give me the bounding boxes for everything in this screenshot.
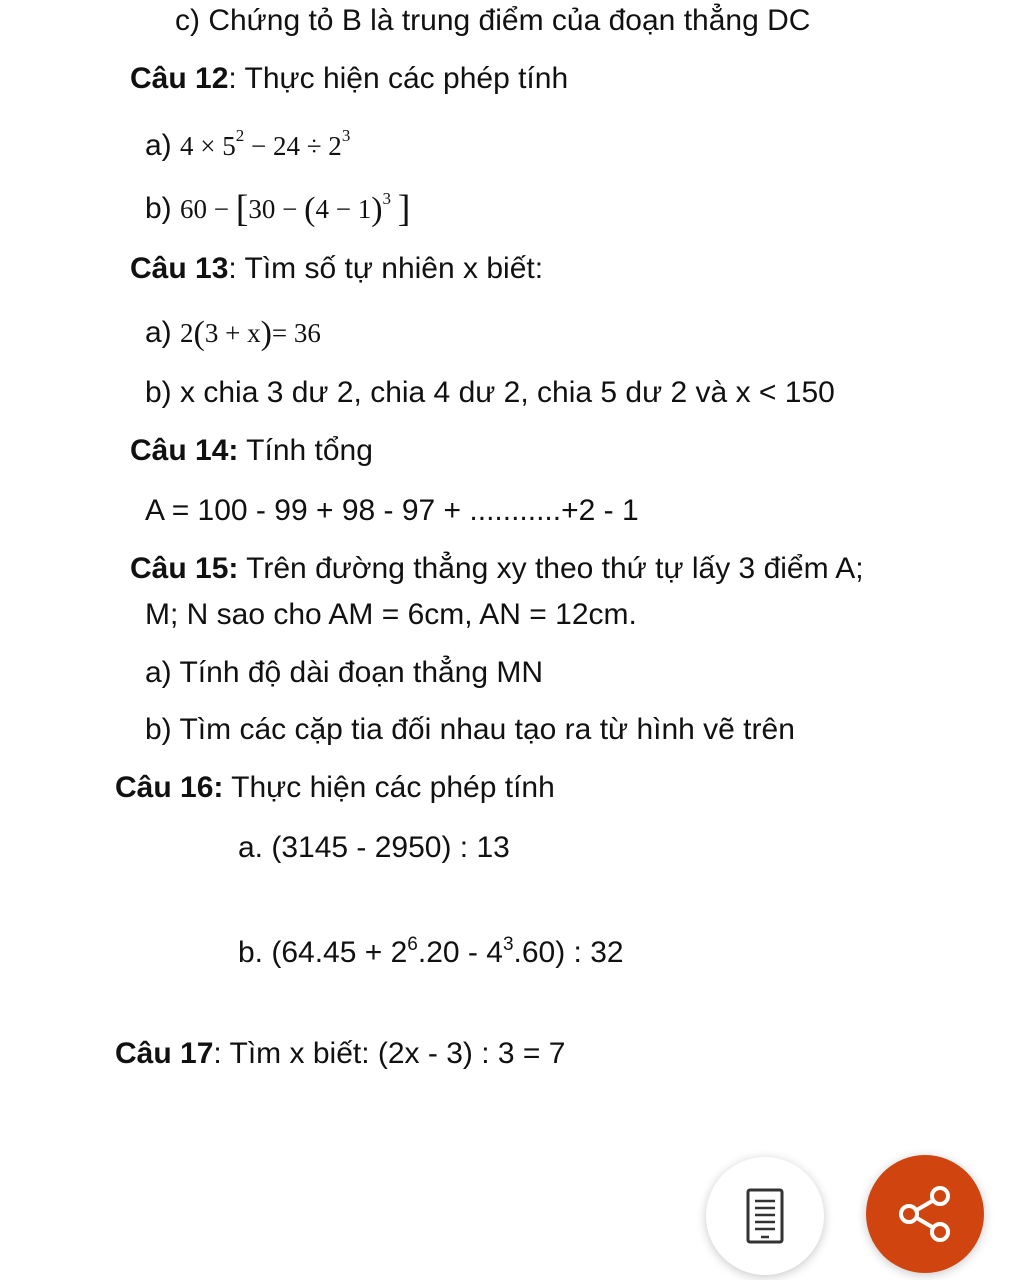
q15-label: Câu 15: (130, 552, 239, 585)
q12-b-exp: 3 (382, 189, 392, 208)
q16-b-part2: .20 - 4 (417, 936, 503, 969)
q12-b-part2: 30 − (248, 194, 305, 224)
q15-text-line2: M; N sao cho AM = 6cm, AN = 12cm. (145, 598, 637, 631)
q15-text: Trên đường thẳng xy theo thứ tự lấy 3 điểm A; (238, 552, 864, 585)
q16-b-part3: .60) : 32 (513, 936, 624, 969)
q12-b-prefix: b) (145, 192, 172, 225)
q13-label: Câu 13 (130, 252, 229, 285)
q13-heading (130, 252, 543, 287)
q13-a-expression (180, 315, 321, 352)
q12-b (145, 188, 410, 232)
q12-b-expression (180, 188, 411, 230)
q12-a-exp2: 3 (341, 126, 351, 145)
q12-heading (130, 62, 568, 97)
share-icon (895, 1184, 955, 1244)
q17-heading (115, 1037, 565, 1072)
q16-text: Thực hiện các phép tính (223, 771, 555, 804)
document-view-button[interactable] (706, 1157, 824, 1275)
q16-a: a. (3145 - 2950) : 13 (238, 831, 510, 864)
q16-b-part1: b. (64.45 + 2 (238, 936, 408, 969)
q12-b-part1: 60 − (180, 194, 236, 224)
q12-a-exp1: 2 (235, 126, 245, 145)
q16-b-exp1: 6 (407, 934, 418, 955)
share-button[interactable] (866, 1155, 984, 1273)
q13-a-part2: 3 + x (204, 318, 261, 348)
q12-label: Câu 12 (130, 62, 229, 95)
q13-a (145, 314, 321, 353)
q16-heading (115, 771, 555, 806)
q13-a-part1: 2 (180, 318, 194, 348)
q12-text: : Thực hiện các phép tính (228, 62, 569, 95)
q14-expression: A = 100 - 99 + 98 - 97 + ...........+2 - 1 (145, 494, 639, 527)
q14-label: Câu 14: (130, 434, 239, 467)
q12-a-prefix: a) (145, 129, 172, 162)
left-bracket: [ (235, 188, 249, 230)
q14-text: Tính tổng (238, 434, 373, 467)
document-icon (745, 1187, 785, 1245)
left-paren: ( (304, 191, 316, 228)
q12-a-expression (180, 126, 351, 161)
right-paren: ) (260, 315, 272, 352)
q15-b: b) Tìm các cặp tia đối nhau tạo ra từ hình vẽ trên (145, 713, 795, 746)
q13-text: : Tìm số tự nhiên x biết: (228, 252, 544, 285)
q15-heading (130, 552, 864, 587)
q14-heading (130, 434, 373, 469)
left-paren: ( (193, 315, 205, 352)
q15-a: a) Tính độ dài đoạn thẳng MN (145, 656, 544, 689)
q12-b-part3: 4 − 1 (315, 194, 372, 224)
right-paren: ) (371, 191, 383, 228)
q13-a-part3: = 36 (271, 318, 321, 348)
q16-label: Câu 16: (115, 771, 224, 804)
q17-text: : Tìm x biết: (2x - 3) : 3 = 7 (213, 1037, 566, 1070)
q16-b (238, 934, 624, 971)
q13-a-prefix: a) (145, 316, 172, 349)
q11-c-line: c) Chứng tỏ B là trung điểm của đoạn thẳng DC (175, 4, 811, 37)
q12-a (145, 126, 350, 164)
right-bracket: ] (397, 188, 411, 230)
q17-label: Câu 17 (115, 1037, 214, 1070)
q12-a-part1: 4 × 5 (180, 131, 236, 161)
q12-a-part2: − 24 ÷ 2 (244, 131, 342, 161)
q13-b: b) x chia 3 dư 2, chia 4 dư 2, chia 5 dư 2 và x < 150 (145, 376, 835, 409)
q16-b-exp2: 3 (502, 934, 514, 955)
